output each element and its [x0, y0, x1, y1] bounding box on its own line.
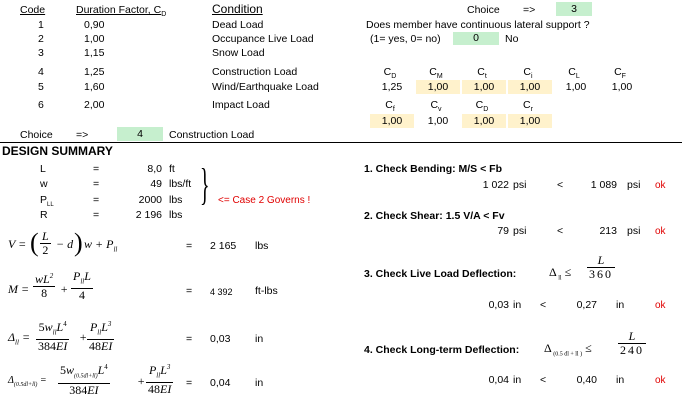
- check-live-status: ok: [655, 300, 666, 311]
- factor-letter: C: [430, 99, 439, 111]
- load-code: 2: [38, 33, 44, 45]
- load-factor: 0,90: [84, 19, 105, 31]
- param-value: 2 196: [135, 209, 162, 221]
- formula-v-unit: lbs: [255, 240, 269, 252]
- bottom-choice-label: Choice: [20, 129, 53, 141]
- check-shear-status: ok: [655, 226, 666, 237]
- bottom-choice-input[interactable]: 4: [117, 127, 163, 141]
- check-shear-actual: 79: [497, 225, 509, 237]
- load-factor: 1,60: [84, 81, 105, 93]
- formula-d1-eq: =: [186, 333, 193, 345]
- check-bending-unit1: psi: [513, 179, 527, 191]
- factor-sub: D: [483, 106, 489, 114]
- formula-d1-unit: in: [255, 333, 264, 345]
- formula-d1-frac1: $5w_{ll}L^4$ 384EI: [38, 320, 68, 354]
- check-bending-actual: 1 022: [482, 179, 509, 191]
- factor-sub: D: [391, 73, 397, 81]
- formula-v-eq: =: [186, 240, 193, 252]
- choice-label: Choice: [467, 4, 500, 16]
- lateral-support-answer: No: [505, 33, 519, 45]
- formula-v-value: 2 165: [210, 240, 237, 252]
- choice-arrow: =>: [523, 4, 536, 16]
- factor-value[interactable]: 1,00: [462, 114, 506, 128]
- check-shear-allow: 213: [599, 225, 617, 237]
- param-symbol: R: [40, 209, 48, 221]
- check-shear-title: 2. Check Shear: 1.5 V/A < Fv: [364, 210, 505, 222]
- check-live-title: 3. Check Live Load Deflection:: [364, 268, 517, 280]
- load-code: 1: [38, 19, 44, 31]
- param-symbol: P: [40, 194, 48, 206]
- factor-value[interactable]: 1,00: [462, 80, 506, 94]
- param-value: 2000: [138, 194, 162, 206]
- check-live-denominator: 360: [589, 267, 613, 281]
- header-duration-factor-sub: D: [161, 11, 167, 19]
- load-factor: 1,15: [84, 47, 105, 59]
- formula-d2-value: 0,04: [210, 377, 231, 389]
- formula-d2-unit: in: [255, 377, 264, 389]
- check-bending-op: <: [557, 179, 564, 191]
- factor-sub: r: [530, 106, 533, 114]
- formula-d2-lhs: $\Delta_{(0.5dl+ll)}$ =: [8, 375, 47, 388]
- formula-d2-frac1: $5w_{(0.5dl+ll)}L^4$ 384EI: [60, 363, 108, 398]
- param-symbol: w: [40, 178, 48, 190]
- param-name: [40, 209, 48, 226]
- check-live-unit2: in: [616, 299, 625, 311]
- factor-sub: F: [621, 73, 626, 81]
- factor-letter: C: [385, 99, 393, 111]
- factor-letter: C: [475, 99, 484, 111]
- factor-value: 1,00: [611, 81, 633, 93]
- load-condition: Snow Load: [212, 47, 265, 59]
- load-condition: Occupance Live Load: [212, 33, 314, 45]
- load-code: 4: [38, 66, 44, 78]
- param-eq: =: [93, 194, 100, 206]
- formula-m-frac1: $wL^2$ 8: [35, 272, 54, 300]
- load-factor: 1,00: [84, 33, 105, 45]
- formula-m-unit: ft-lbs: [255, 285, 278, 297]
- factor-sub: v: [438, 106, 442, 114]
- factor-sub: f: [392, 106, 395, 114]
- load-code: 5: [38, 81, 44, 93]
- formula-d1-lhs: $\Delta_{ll}$ =: [8, 330, 31, 347]
- factor-letter: C: [429, 66, 437, 78]
- header-condition: Condition: [212, 2, 263, 16]
- load-factor: 2,00: [84, 99, 105, 111]
- check-live-actual: 0,03: [488, 299, 509, 311]
- param-sub: LL: [47, 202, 54, 209]
- param-symbol: L: [40, 163, 46, 175]
- param-name: [40, 178, 48, 195]
- check-long-unit1: in: [513, 374, 522, 386]
- load-factor: 1,25: [84, 66, 105, 78]
- load-condition: Dead Load: [212, 19, 264, 31]
- formula-d1-value: 0,03: [210, 333, 231, 345]
- case-governs-note: <= Case 2 Governs !: [218, 195, 311, 206]
- check-live-allow: 0,27: [576, 299, 597, 311]
- param-unit: lbs/ft: [169, 178, 192, 190]
- check-long-allow: 0,40: [576, 374, 597, 386]
- formula-d1-frac2: $P_{ll}L^3$ 48EI: [89, 320, 113, 354]
- factor-sub: M: [436, 73, 443, 81]
- load-code: 6: [38, 99, 44, 111]
- check-long-unit2: in: [616, 374, 625, 386]
- check-long-delta: Δ $_{(0.5 dl + ll )}$ ≤: [544, 341, 592, 358]
- formula-d2-eq: =: [186, 377, 193, 389]
- factor-letter: C: [383, 66, 392, 78]
- load-code: 3: [38, 47, 44, 59]
- check-bending-unit2: psi: [627, 179, 641, 191]
- formula-d1-plus: +: [79, 330, 88, 344]
- check-bending-status: ok: [655, 180, 666, 191]
- factor-letter: C: [568, 66, 576, 78]
- param-unit: lbs: [169, 209, 183, 221]
- factor-value[interactable]: 1,00: [370, 114, 414, 128]
- check-long-actual: 0,04: [488, 374, 509, 386]
- param-value: 49: [150, 178, 162, 190]
- check-shear-unit1: psi: [513, 225, 527, 237]
- load-condition: Wind/Earthquake Load: [212, 81, 319, 93]
- load-condition: Impact Load: [212, 99, 270, 111]
- check-live-delta: Δ $_{ll}$ ≤: [549, 265, 572, 282]
- check-live-op: <: [540, 299, 547, 311]
- check-long-denominator: 240: [620, 343, 644, 357]
- formula-v-lhs: V =: [8, 237, 27, 251]
- formula-m-frac2: $P_{ll}L$ 4: [73, 269, 91, 303]
- lateral-support-question: Does member have continuous lateral support ?: [366, 19, 590, 31]
- factor-sub: L: [575, 73, 580, 81]
- paren-close-icon: ): [74, 228, 83, 257]
- param-value: 8,0: [147, 163, 162, 175]
- formula-v-minus-d: − d: [56, 237, 74, 251]
- factor-letter: C: [477, 66, 485, 78]
- factor-value: 1,25: [381, 81, 403, 93]
- design-summary-title: DESIGN SUMMARY: [2, 144, 113, 158]
- param-eq: =: [93, 163, 100, 175]
- factor-value: 1,00: [565, 81, 587, 93]
- check-shear-op: <: [557, 225, 564, 237]
- factor-value[interactable]: 1,00: [508, 80, 552, 94]
- factor-value[interactable]: 1,00: [416, 80, 460, 94]
- bottom-choice-condition: Construction Load: [169, 129, 255, 141]
- factor-letter: C: [523, 66, 532, 78]
- check-live-frac: L 360: [589, 253, 613, 281]
- formula-v-fraction: L 2: [42, 229, 49, 257]
- factor-sub: t: [484, 73, 487, 81]
- check-long-op: <: [540, 374, 547, 386]
- formula-d2-plus: +: [137, 374, 146, 388]
- param-unit: ft: [169, 163, 175, 175]
- paren-open-icon: (: [30, 228, 39, 257]
- check-long-frac: L 240: [620, 329, 644, 357]
- formula-m-eq: =: [186, 285, 193, 297]
- lateral-support-hint: (1= yes, 0= no): [370, 33, 441, 45]
- choice-input[interactable]: 3: [556, 2, 592, 16]
- formula-v-rest: $w + P_{ll}$: [84, 237, 118, 254]
- factor-sub: i: [531, 73, 533, 81]
- check-long-status: ok: [655, 375, 666, 386]
- check-shear-unit2: psi: [627, 225, 641, 237]
- formula-m-lhs: M =: [8, 282, 30, 296]
- header-duration-factor-text: Duration Factor, C: [76, 4, 162, 16]
- factor-letter: C: [614, 66, 622, 78]
- formula-m-value: 4 392: [210, 287, 233, 297]
- check-long-title: 4. Check Long-term Deflection:: [364, 344, 520, 356]
- check-bending-allow: 1 089: [590, 179, 617, 191]
- check-bending-title: 1. Check Bending: M/S < Fb: [364, 163, 502, 175]
- check-live-unit1: in: [513, 299, 522, 311]
- param-eq: =: [93, 209, 100, 221]
- header-code: Code: [20, 4, 46, 16]
- load-condition: Construction Load: [212, 66, 298, 78]
- formula-m-plus: +: [60, 282, 69, 296]
- bottom-choice-arrow: =>: [76, 129, 89, 141]
- right-brace-icon: }: [200, 160, 210, 209]
- factor-value: 1,00: [427, 115, 449, 127]
- lateral-support-input[interactable]: 0: [453, 32, 499, 45]
- factor-letter: C: [523, 99, 531, 111]
- section-divider: [0, 142, 682, 143]
- formula-d2-frac2: $P_{ll}L^3$ 48EI: [148, 363, 172, 397]
- factor-value[interactable]: 1,00: [508, 114, 552, 128]
- param-eq: =: [93, 178, 100, 190]
- param-unit: lbs: [169, 194, 183, 206]
